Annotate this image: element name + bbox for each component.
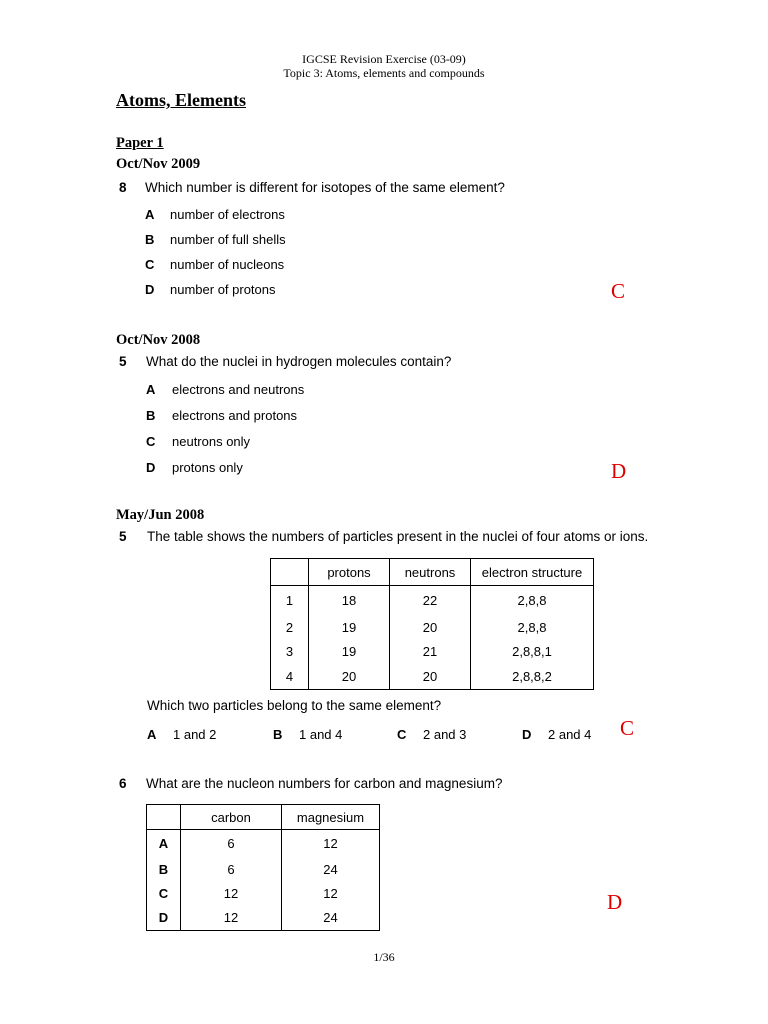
table-header-cell: neutrons — [390, 559, 471, 586]
question-text: What do the nuclei in hydrogen molecules contain? — [146, 354, 452, 369]
answer-mark: D — [607, 890, 623, 914]
option-text: 2 and 3 — [423, 727, 467, 742]
option-text: number of nucleons — [170, 257, 285, 272]
table-row — [147, 830, 380, 858]
table-cell: 4 — [271, 664, 309, 690]
table-cell: 1 — [271, 586, 309, 616]
question-number: 5 — [119, 529, 127, 544]
table-cell: D — [147, 906, 181, 931]
option-letter: C — [145, 257, 155, 272]
option-letter: B — [145, 232, 155, 247]
option-text: protons only — [172, 460, 243, 475]
page-title: Atoms, Elements — [116, 90, 246, 110]
question-text: The table shows the numbers of particles present in the nuclei of four atoms or ions. — [147, 529, 649, 544]
header-line-2: Topic 3: Atoms, elements and compounds — [283, 66, 485, 80]
table-cell: 21 — [390, 640, 471, 664]
table-row — [271, 640, 594, 664]
table-cell: 2 — [271, 616, 309, 640]
table-cell: 2,8,8,1 — [471, 640, 594, 664]
table-header-cell: protons — [309, 559, 390, 586]
table-header-cell: carbon — [181, 805, 282, 830]
option-letter: C — [146, 434, 156, 449]
option-letter: B — [146, 408, 156, 423]
option-text: neutrons only — [172, 434, 251, 449]
table-row — [147, 882, 380, 906]
table-cell: 3 — [271, 640, 309, 664]
table-header-cell — [147, 805, 181, 830]
table-row — [147, 858, 380, 882]
table-row — [147, 906, 380, 931]
table-cell: 12 — [282, 830, 380, 858]
section-heading: Oct/Nov 2009 — [116, 156, 201, 172]
option-letter: C — [397, 727, 407, 742]
option-letter: A — [147, 727, 157, 742]
question-number: 6 — [119, 776, 127, 791]
nucleon-table — [146, 804, 380, 931]
option-letter: A — [145, 207, 155, 222]
table-cell: 2,8,8,2 — [471, 664, 594, 690]
page-number: 1/36 — [373, 950, 395, 964]
table-cell: 20 — [390, 664, 471, 690]
question-text: Which number is different for isotopes of the same element? — [145, 180, 505, 195]
question-text: What are the nucleon numbers for carbon and magnesium? — [146, 776, 503, 791]
table-cell: 20 — [390, 616, 471, 640]
option-letter: D — [522, 727, 532, 742]
option-text: number of full shells — [170, 232, 286, 247]
table-cell: 20 — [309, 664, 390, 690]
table-header-cell: electron structure — [471, 559, 594, 586]
table-cell: C — [147, 882, 181, 906]
table-cell: 12 — [181, 906, 282, 931]
option-letter: A — [146, 382, 156, 397]
option-text: number of electrons — [170, 207, 285, 222]
table-header-cell: magnesium — [282, 805, 380, 830]
table-cell: 24 — [282, 906, 380, 931]
table-cell: A — [147, 830, 181, 858]
option-text: electrons and protons — [172, 408, 298, 423]
section-heading: May/Jun 2008 — [116, 507, 205, 523]
section-heading: Oct/Nov 2008 — [116, 332, 201, 348]
answer-mark: D — [611, 459, 627, 483]
option-letter: D — [146, 460, 156, 475]
option-letter: B — [273, 727, 283, 742]
table-cell: 6 — [181, 858, 282, 882]
option-text: 2 and 4 — [548, 727, 592, 742]
table-row — [271, 616, 594, 640]
table-cell: 12 — [181, 882, 282, 906]
table-cell: 18 — [309, 586, 390, 616]
option-text: 1 and 2 — [173, 727, 217, 742]
table-cell: 6 — [181, 830, 282, 858]
question-number: 5 — [119, 354, 127, 369]
option-text: 1 and 4 — [299, 727, 343, 742]
option-text: electrons and neutrons — [172, 382, 305, 397]
table-cell: 2,8,8 — [471, 616, 594, 640]
followup-question: Which two particles belong to the same element? — [147, 698, 442, 713]
option-text: number of protons — [170, 282, 276, 297]
table-header-cell — [271, 559, 309, 586]
answer-mark: C — [611, 279, 626, 303]
question-number: 8 — [119, 180, 127, 195]
table-cell: 2,8,8 — [471, 586, 594, 616]
answer-mark: C — [620, 716, 635, 740]
option-letter: D — [145, 282, 155, 297]
particles-table — [270, 558, 594, 690]
header-line-1: IGCSE Revision Exercise (03-09) — [302, 52, 466, 66]
paper-heading: Paper 1 — [116, 135, 164, 151]
table-row — [271, 586, 594, 616]
table-cell: 24 — [282, 858, 380, 882]
table-row — [271, 664, 594, 690]
table-cell: 22 — [390, 586, 471, 616]
table-cell: B — [147, 858, 181, 882]
table-cell: 12 — [282, 882, 380, 906]
table-cell: 19 — [309, 640, 390, 664]
table-cell: 19 — [309, 616, 390, 640]
